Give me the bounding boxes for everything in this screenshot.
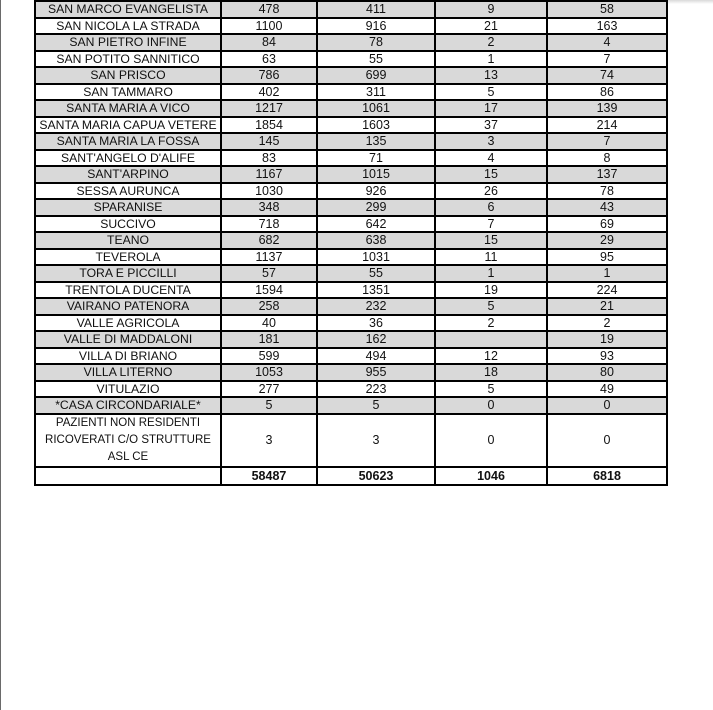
table-row	[35, 18, 667, 35]
value-cell-col-4: 95	[547, 249, 667, 266]
value-cell-col-2: 55	[317, 51, 435, 68]
value-cell-col-3: 2	[435, 34, 547, 51]
table-row	[35, 315, 667, 332]
value-cell-col-4: 19	[547, 331, 667, 348]
table-row	[35, 282, 667, 299]
value-cell-col-3: 15	[435, 232, 547, 249]
value-cell-col-4: 86	[547, 84, 667, 101]
value-cell-col-3: 0	[435, 414, 547, 467]
value-cell-col-3: 1	[435, 51, 547, 68]
value-cell-col-2: 1351	[317, 282, 435, 299]
value-cell-col-4: 0	[547, 414, 667, 467]
value-cell-col-2: 1061	[317, 100, 435, 117]
value-cell-col-1: 258	[221, 298, 317, 315]
value-cell-col-4: 69	[547, 216, 667, 233]
value-cell-col-2: 699	[317, 67, 435, 84]
table-row	[35, 348, 667, 365]
table-row	[35, 199, 667, 216]
value-cell-col-3: 0	[435, 397, 547, 414]
value-cell-col-3: 2	[435, 315, 547, 332]
totals-label-cell	[35, 467, 221, 485]
value-cell-col-2: 232	[317, 298, 435, 315]
table-row	[35, 364, 667, 381]
value-cell-col-4: 214	[547, 117, 667, 134]
value-cell-col-4: 1	[547, 265, 667, 282]
value-cell-col-1: 1167	[221, 166, 317, 183]
value-cell-col-3: 4	[435, 150, 547, 167]
value-cell-col-4: 80	[547, 364, 667, 381]
table-body	[35, 0, 667, 485]
municipality-name-cell: SAN NICOLA LA STRADA	[35, 18, 221, 35]
municipality-name-cell: TORA E PICCILLI	[35, 265, 221, 282]
value-cell-col-2: 5	[317, 397, 435, 414]
value-cell-col-2: 494	[317, 348, 435, 365]
value-cell-col-3: 6	[435, 199, 547, 216]
value-cell-col-4: 7	[547, 51, 667, 68]
value-cell-col-3: 5	[435, 84, 547, 101]
value-cell-col-1: 181	[221, 331, 317, 348]
municipality-name-cell: SAN POTITO SANNITICO	[35, 51, 221, 68]
value-cell-col-2: 916	[317, 18, 435, 35]
value-cell-col-1: 1854	[221, 117, 317, 134]
value-cell-col-1: 83	[221, 150, 317, 167]
value-cell-col-2: 638	[317, 232, 435, 249]
value-cell-col-3: 15	[435, 166, 547, 183]
municipality-name-cell: SANTA MARIA LA FOSSA	[35, 133, 221, 150]
municipality-name-cell: PAZIENTI NON RESIDENTI RICOVERATI C/O STRUTTURE ASL CE	[35, 414, 221, 467]
value-cell-col-1: 1100	[221, 18, 317, 35]
value-cell-col-1: 478	[221, 1, 317, 18]
table-row	[35, 133, 667, 150]
value-cell-col-1: 57	[221, 265, 317, 282]
value-cell-col-2: 36	[317, 315, 435, 332]
value-cell-col-1: 786	[221, 67, 317, 84]
value-cell-col-1: 84	[221, 34, 317, 51]
table-row	[35, 51, 667, 68]
table-row	[35, 232, 667, 249]
value-cell-col-1: 718	[221, 216, 317, 233]
value-cell-col-4: 8	[547, 150, 667, 167]
municipality-name-cell: SAN MARCO EVANGELISTA	[35, 1, 221, 18]
table-row	[35, 397, 667, 414]
value-cell-col-3: 37	[435, 117, 547, 134]
value-cell-col-2: 71	[317, 150, 435, 167]
municipality-name-cell: SAN PIETRO INFINE	[35, 34, 221, 51]
page-shadow	[668, 0, 713, 4]
table-row	[35, 183, 667, 200]
value-cell-col-3: 9	[435, 1, 547, 18]
municipality-name-cell: TEANO	[35, 232, 221, 249]
value-cell-col-4: 2	[547, 315, 667, 332]
value-cell-col-1: 348	[221, 199, 317, 216]
table-row	[35, 150, 667, 167]
value-cell-col-4: 163	[547, 18, 667, 35]
municipality-data-table	[34, 0, 668, 486]
value-cell-col-1: 3	[221, 414, 317, 467]
value-cell-col-1: 5	[221, 397, 317, 414]
value-cell-col-3: 12	[435, 348, 547, 365]
value-cell-col-4: 224	[547, 282, 667, 299]
value-cell-col-3: 5	[435, 381, 547, 398]
value-cell-col-3: 26	[435, 183, 547, 200]
value-cell-col-1: 402	[221, 84, 317, 101]
value-cell-col-4: 49	[547, 381, 667, 398]
municipality-name-cell: SPARANISE	[35, 199, 221, 216]
municipality-name-cell: SAN PRISCO	[35, 67, 221, 84]
table-row	[35, 381, 667, 398]
value-cell-col-2: 299	[317, 199, 435, 216]
table-row	[35, 34, 667, 51]
value-cell-col-2: 55	[317, 265, 435, 282]
value-cell-col-4: 4	[547, 34, 667, 51]
table-row	[35, 298, 667, 315]
municipality-name-cell: VALLE DI MADDALONI	[35, 331, 221, 348]
municipality-name-cell: SANT'ARPINO	[35, 166, 221, 183]
total-value-cell-col-1: 58487	[221, 467, 317, 485]
value-cell-col-3: 11	[435, 249, 547, 266]
value-cell-col-2: 1031	[317, 249, 435, 266]
municipality-name-cell: VILLA DI BRIANO	[35, 348, 221, 365]
value-cell-col-1: 1137	[221, 249, 317, 266]
value-cell-col-1: 1217	[221, 100, 317, 117]
totals-row	[35, 467, 667, 485]
table-row	[35, 216, 667, 233]
value-cell-col-2: 78	[317, 34, 435, 51]
table-row	[35, 166, 667, 183]
total-value-cell-col-2: 50623	[317, 467, 435, 485]
value-cell-col-4: 0	[547, 397, 667, 414]
value-cell-col-1: 277	[221, 381, 317, 398]
municipality-name-cell: SANTA MARIA CAPUA VETERE	[35, 117, 221, 134]
value-cell-col-2: 223	[317, 381, 435, 398]
municipality-name-cell: VILLA LITERNO	[35, 364, 221, 381]
value-cell-col-4: 93	[547, 348, 667, 365]
value-cell-col-2: 3	[317, 414, 435, 467]
table-row	[35, 67, 667, 84]
value-cell-col-1: 599	[221, 348, 317, 365]
value-cell-col-3: 1	[435, 265, 547, 282]
municipality-name-cell: SANT'ANGELO D'ALIFE	[35, 150, 221, 167]
value-cell-col-4: 78	[547, 183, 667, 200]
value-cell-col-1: 1030	[221, 183, 317, 200]
table-row	[35, 1, 667, 18]
table-row	[35, 414, 667, 467]
municipality-name-cell: *CASA CIRCONDARIALE*	[35, 397, 221, 414]
value-cell-col-4: 74	[547, 67, 667, 84]
value-cell-col-2: 1015	[317, 166, 435, 183]
municipality-name-cell: TRENTOLA DUCENTA	[35, 282, 221, 299]
value-cell-col-2: 1603	[317, 117, 435, 134]
value-cell-col-1: 1053	[221, 364, 317, 381]
table-row	[35, 84, 667, 101]
value-cell-col-3: 21	[435, 18, 547, 35]
value-cell-col-2: 955	[317, 364, 435, 381]
value-cell-col-4: 139	[547, 100, 667, 117]
value-cell-col-2: 926	[317, 183, 435, 200]
value-cell-col-3: 18	[435, 364, 547, 381]
value-cell-col-4: 21	[547, 298, 667, 315]
value-cell-col-2: 642	[317, 216, 435, 233]
value-cell-col-2: 411	[317, 1, 435, 18]
value-cell-col-2: 135	[317, 133, 435, 150]
municipality-name-cell: SANTA MARIA A VICO	[35, 100, 221, 117]
table-row	[35, 117, 667, 134]
value-cell-col-3: 13	[435, 67, 547, 84]
value-cell-col-1: 63	[221, 51, 317, 68]
municipality-name-cell: SESSA AURUNCA	[35, 183, 221, 200]
value-cell-col-3: 7	[435, 216, 547, 233]
municipality-name-cell: VITULAZIO	[35, 381, 221, 398]
value-cell-col-1: 145	[221, 133, 317, 150]
value-cell-col-3: 17	[435, 100, 547, 117]
table-row	[35, 249, 667, 266]
value-cell-col-2: 311	[317, 84, 435, 101]
total-value-cell-col-3: 1046	[435, 467, 547, 485]
value-cell-col-4: 43	[547, 199, 667, 216]
value-cell-col-1: 40	[221, 315, 317, 332]
value-cell-col-1: 1594	[221, 282, 317, 299]
value-cell-col-4: 137	[547, 166, 667, 183]
municipality-name-cell: SUCCIVO	[35, 216, 221, 233]
table-row	[35, 100, 667, 117]
page-left-border	[0, 0, 1, 710]
value-cell-col-3: 5	[435, 298, 547, 315]
value-cell-col-1: 682	[221, 232, 317, 249]
table-row	[35, 265, 667, 282]
value-cell-col-3: 3	[435, 133, 547, 150]
total-value-cell-col-4: 6818	[547, 467, 667, 485]
value-cell-col-4: 29	[547, 232, 667, 249]
value-cell-col-3	[435, 331, 547, 348]
value-cell-col-4: 58	[547, 1, 667, 18]
municipality-name-cell: TEVEROLA	[35, 249, 221, 266]
municipality-name-cell: SAN TAMMARO	[35, 84, 221, 101]
table-row	[35, 331, 667, 348]
value-cell-col-3: 19	[435, 282, 547, 299]
municipality-name-cell: VALLE AGRICOLA	[35, 315, 221, 332]
municipality-name-cell: VAIRANO PATENORA	[35, 298, 221, 315]
value-cell-col-2: 162	[317, 331, 435, 348]
value-cell-col-4: 7	[547, 133, 667, 150]
